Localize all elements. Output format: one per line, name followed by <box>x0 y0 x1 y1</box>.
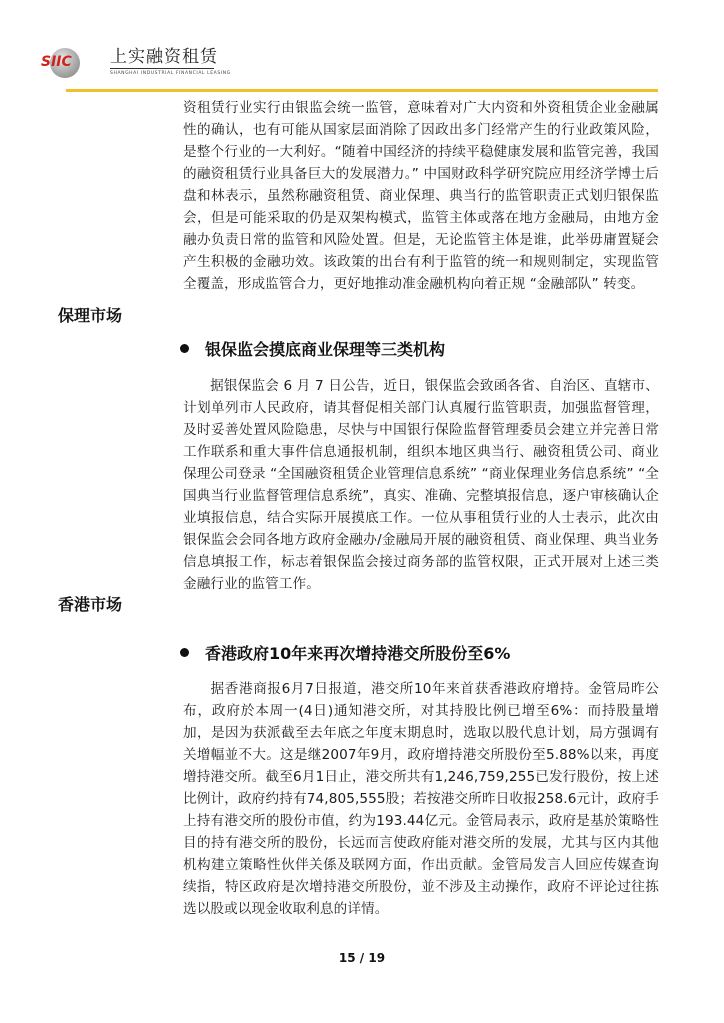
header-rule <box>66 89 658 92</box>
logo-underline <box>110 68 214 69</box>
bullet-heading-text: 香港政府10年来再次增持港交所股份至6% <box>205 644 511 663</box>
factoring-text: 据银保监会 6 月 7 日公告，近日，银保监会致函各省、自治区、直辖市、计划单列市人民政府，请其督促相关部门认真履行监管职责，加强监督管理，及时妥善处置风险隐患，尽快与中国银行保险监督管理委员会建立并完善日常工作联系和重大事件信息通报机制，组织本地区典当行、融资租赁公司、商业保理公司登录 “全国融资租赁企业管理信息系统” “商业保理业务信息系统” “全国典当行业监督管理信息系统”，真实、准确、完整填报信息，逐户审核确认企业填报信息，结合实际开展摸底工作。一位从事租赁行业的人士表示，此次由银保监会会同各地方政府金融办/金融局开展的融资租赁、商业保理、典当业务信息填报工作，标志着银保监会接过商务部的监管权限，正式开展对上述三类金融行业的监管工作。 <box>183 378 659 592</box>
company-name: 上实融资租赁 <box>110 47 218 67</box>
bullet-icon <box>180 648 189 657</box>
hongkong-text: 据香港商报6月7日报道，港交所10年来首获香港政府增持。金管局昨公布，政府於本周一(4日)通知港交所，对其持股比例已增至6%：而持股量增加，是因为获派截至去年底之年度末期息时，选取以股代息计划，局方强调有关增幅並不大。这是继2007年9月，政府增持港交所股份至5.88%以来，再度增持港交所。截至6月1日止，港交所共有1,246,759,255已发行股份，按上述比例计，政府约持有74,805,555股；若按港交所昨日收报258.6元计，政府手上持有港交所的股份市值，约为193.44亿元。金管局表示，政府是基於策略性目的持有港交所的股份，长远而言使政府能对港交所的发展，尤其与区内其他机构建立策略性伙伴关係及联网方面，作出贡献。金管局发言人回应传媒查询续指，特区政府是次增持港交所股份，並不涉及主动操作，政府不评论过往拣选以股或以现金收取利息的详情。 <box>183 681 659 917</box>
company-name-en: SHANGHAI INDUSTRIAL FINANCIAL LEASING <box>110 71 231 76</box>
bullet-heading-factoring <box>180 339 445 361</box>
bullet-icon <box>180 344 189 353</box>
bullet-heading-hongkong <box>180 643 510 665</box>
intro-text: 资租赁行业实行由银监会统一监管，意味着对广大内资和外资租赁企业金融属性的确认，也有可能从国家层面消除了因政出多门经常产生的行业政策风险，是整个行业的一大利好。“随着中国经济的持续平稳健康发展和监管完善，我国的融资租赁行业具备巨大的发展潜力。” 中国财政科学研究院应用经济学博士后盘和林表示，虽然称融资租赁、商业保理、典当行的监管职责正式划归银保监会，但是可能采取的仍是双架构模式，监管主体或落在地方金融局，由地方金融办负责日常的监管和风险处置。但是，无论监管主体是谁，此举毋庸置疑会产生积极的金融功效。该政策的出台有利于监管的统一和规则制定，实现监管全覆盖，形成监管合力，更好地推动准金融机构向着正规 “金融部队” 转变。 <box>183 100 659 292</box>
section-title-factoring: 保理市场 <box>58 306 123 325</box>
section-title-hongkong: 香港市场 <box>58 595 123 614</box>
page-number: 15 / 19 <box>338 951 386 965</box>
factoring-paragraph <box>183 375 659 595</box>
page-header <box>0 0 724 95</box>
bullet-heading-text: 银保监会摸底商业保理等三类机构 <box>205 340 446 359</box>
intro-paragraph <box>183 97 659 295</box>
logo-mark: SIIC <box>41 54 72 70</box>
hongkong-paragraph <box>183 678 659 920</box>
